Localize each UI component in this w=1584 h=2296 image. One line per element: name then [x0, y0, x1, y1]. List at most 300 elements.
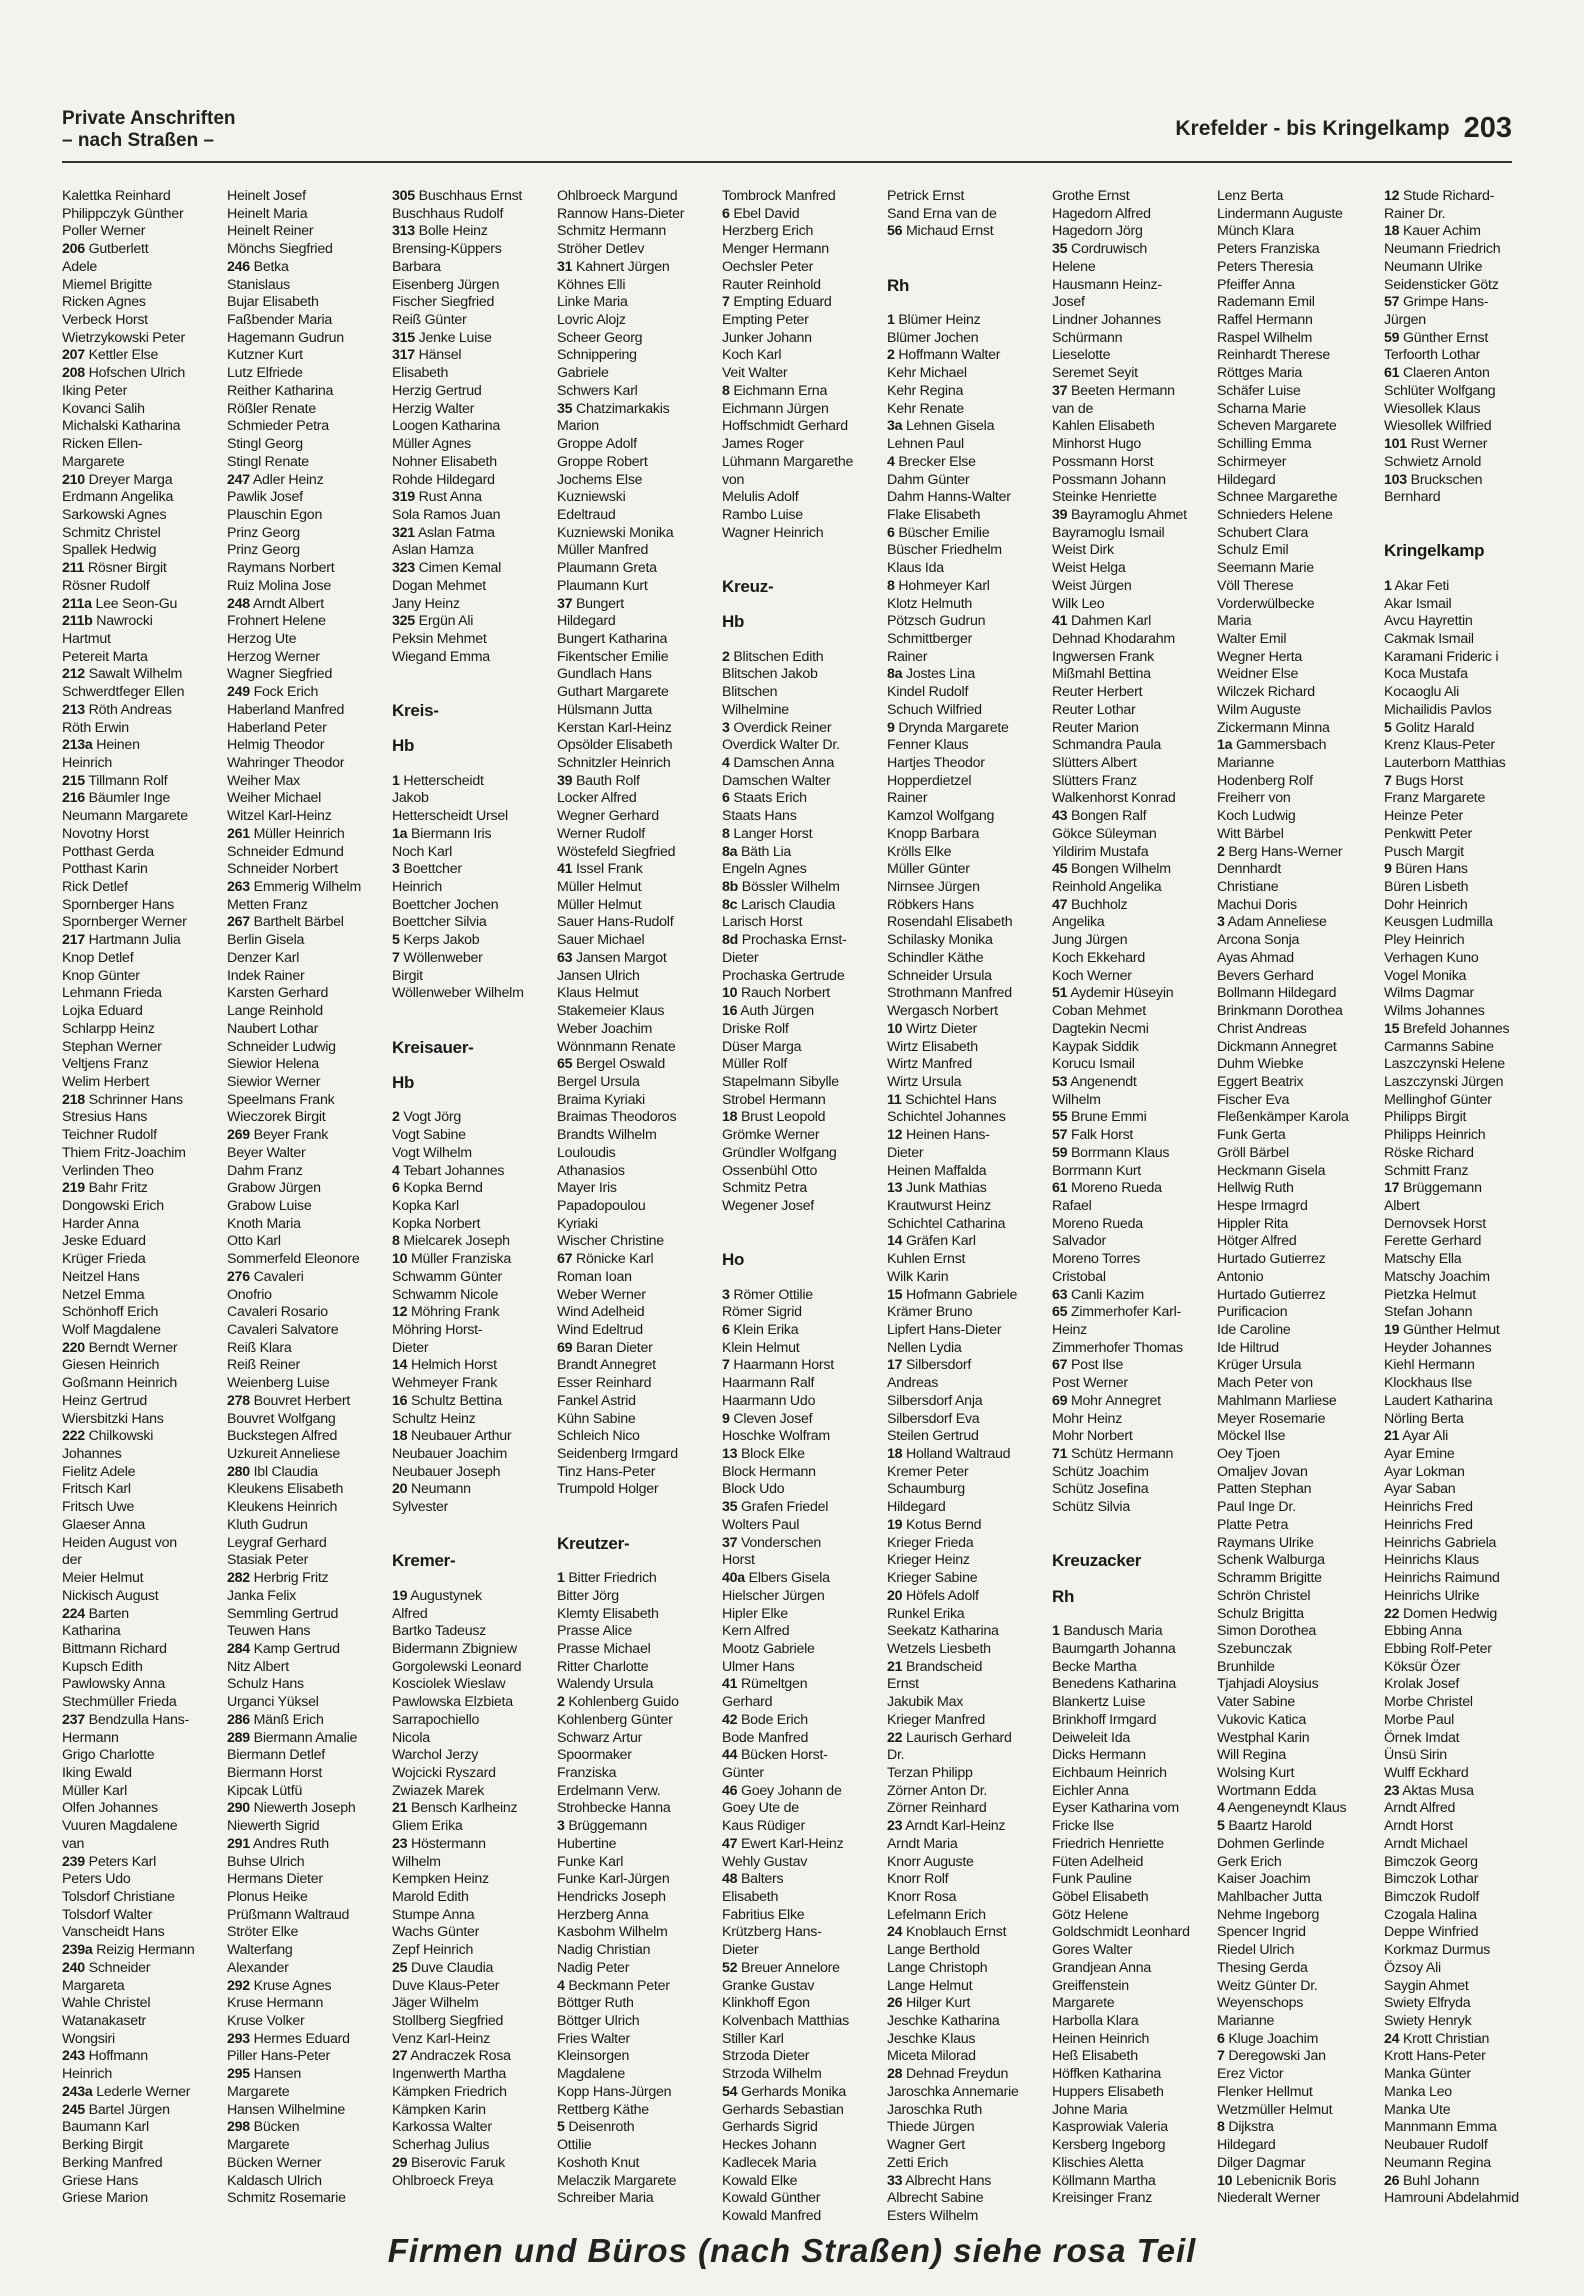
resident-entry: 19 Augustynek [392, 1587, 482, 1604]
resident-entry: Iking Peter [62, 382, 128, 399]
resident-entry: Thesing Gerda [1217, 1959, 1308, 1976]
resident-entry: Wortmann Edda [1217, 1782, 1317, 1799]
resident-entry: 4 Damschen Anna [722, 755, 835, 771]
resident-entry: Ayas Ahmad [1217, 949, 1294, 966]
resident-entry: Wirtz Elisabeth [887, 1038, 978, 1055]
resident-entry: 17 Brüggemann [1384, 1180, 1482, 1197]
resident-entry: Miceta Milorad [887, 2048, 976, 2065]
resident-entry: Nirnsee Jürgen [887, 879, 980, 896]
resident-entry: 39 Bayramoglu Ahmet [1052, 506, 1187, 523]
resident-entry: Schilling Emma [1217, 436, 1312, 453]
resident-entry: Brandts Wilhelm [557, 1127, 657, 1144]
resident-entry: Urganci Yüksel [227, 1694, 319, 1711]
resident-entry: Krüger Ursula [1217, 1357, 1302, 1374]
resident-entry: Jeschke Klaus [887, 2030, 976, 2047]
resident-entry: Hermans Dieter [227, 1871, 323, 1888]
resident-entry: 65 Zimmerhofer Karl- [1052, 1304, 1182, 1321]
resident-entry: Kamzol Wolfgang [887, 808, 995, 825]
resident-entry: Schilasky Monika [887, 932, 993, 949]
resident-entry: Eichbaum Heinrich [1052, 1764, 1167, 1781]
resident-entry: Korkmaz Durmus [1384, 1942, 1491, 1959]
resident-entry: Köllmann Martha [1052, 2172, 1156, 2189]
resident-entry: Heinrichs Klaus [1384, 1552, 1479, 1569]
resident-entry: Schnieders Helene [1217, 506, 1333, 523]
resident-entry: Spencer Ingrid [1217, 1924, 1306, 1941]
resident-entry: Wegner Herta [1217, 648, 1303, 665]
resident-entry: Hoschke Wolfram [722, 1428, 830, 1445]
resident-entry: Mohr Heinz [1052, 1410, 1123, 1427]
resident-entry: Büren Lisbeth [1384, 879, 1469, 896]
resident-entry: Hoffschmidt Gerhard [722, 418, 848, 435]
resident-entry: Larisch Horst [722, 914, 803, 931]
resident-entry: Reither Katharina [227, 382, 334, 399]
resident-entry: Funke Karl-Jürgen [557, 1871, 670, 1888]
resident-entry: Bimczok Rudolf [1384, 1889, 1480, 1905]
street-heading: Ho [722, 1250, 745, 1270]
resident-entry: Ide Hiltrud [1217, 1339, 1279, 1356]
resident-entry: 48 Balters [722, 1871, 784, 1888]
resident-entry: Hipler Elke [722, 1605, 788, 1622]
resident-entry: Hamrouni Abdelahmid [1384, 2190, 1519, 2207]
resident-entry: Krott Hans-Peter [1384, 2048, 1486, 2065]
resident-entry: Wagner Heinrich [722, 524, 824, 541]
resident-entry: Jochems Else [557, 471, 643, 488]
resident-entry: Elisabeth [392, 365, 449, 382]
resident-entry: Mißmahl Bettina [1052, 666, 1151, 683]
spacer [887, 294, 1047, 312]
resident-entry: 4 Beckmann Peter [557, 1977, 670, 1994]
resident-entry: Kerstan Karl-Heinz [557, 719, 672, 736]
resident-entry: Schmandra Paula [1052, 737, 1162, 754]
resident-entry: Lehnen Paul [887, 436, 964, 453]
resident-entry: Knorr Rosa [887, 1889, 957, 1905]
resident-entry: Meier Helmut [62, 1570, 144, 1587]
resident-entry: 2 Kohlenberg Guido [557, 1694, 679, 1711]
resident-entry: Wahringer Theodor [227, 755, 345, 771]
resident-entry: Kasbohm Wilhelm [557, 1924, 668, 1941]
resident-entry: Margarete [1052, 1995, 1115, 2012]
resident-entry: Schmitz Christel [62, 524, 161, 541]
resident-entry: Blitschen [722, 684, 778, 701]
resident-entry: Zickermann Minna [1217, 719, 1330, 736]
resident-entry: Neubauer Rudolf [1384, 2137, 1488, 2154]
resident-entry: Strzoda Dieter [722, 2048, 810, 2065]
resident-entry: Franz Margarete [1384, 790, 1486, 807]
resident-entry: Klinkhoff Egon [722, 1995, 810, 2012]
resident-entry: Nehme Ingeborg [1217, 1906, 1320, 1923]
resident-entry: Schnippering [557, 347, 637, 364]
resident-entry: 57 Falk Horst [1052, 1127, 1134, 1144]
resident-entry: Weitz Günter Dr. [1217, 1977, 1318, 1994]
resident-entry: 239 Peters Karl [62, 1853, 157, 1870]
resident-entry: Roman Ioan [557, 1268, 632, 1285]
resident-entry: 293 Hermes Eduard [227, 2030, 350, 2047]
resident-entry: Sarrapochiello [392, 1711, 480, 1728]
resident-entry: Haberland Peter [227, 719, 327, 736]
resident-entry: Wilhelm [1052, 1091, 1101, 1108]
resident-entry: Raspel Wilhelm [1217, 329, 1313, 346]
resident-entry: Dieter [722, 1942, 759, 1959]
resident-entry: Wöstefeld Siegfried [557, 843, 676, 860]
resident-entry: 240 Schneider [62, 1959, 151, 1976]
resident-entry: Weidner Else [1217, 666, 1299, 683]
resident-entry: Schnitzler Heinrich [557, 755, 671, 771]
street-heading: Kreuz- [722, 576, 774, 596]
resident-entry: Krölls Elke [887, 843, 952, 860]
resident-entry: Thiede Jürgen [887, 2119, 975, 2136]
resident-entry: 10 Müller Franziska [392, 1251, 512, 1268]
resident-entry: Schrön Christel [1217, 1587, 1311, 1604]
resident-entry: 41 Rümeltgen [722, 1676, 808, 1693]
resident-entry: Wirtz Ursula [887, 1073, 962, 1090]
resident-entry: Kuzniewski Monika [557, 524, 674, 541]
resident-entry: 69 Baran Dieter [557, 1339, 653, 1356]
resident-entry: Schindler Käthe [887, 949, 984, 966]
resident-entry: 59 Günther Ernst [1384, 329, 1489, 346]
resident-entry: Böttger Ruth [557, 1995, 634, 2012]
resident-entry: Schubert Clara [1217, 524, 1309, 541]
resident-entry: 56 Michaud Ernst [887, 223, 994, 240]
resident-entry: Steinke Henriette [1052, 489, 1157, 506]
resident-entry: Stefan Johann [1384, 1304, 1473, 1321]
resident-entry: Stapelmann Sibylle [722, 1073, 839, 1090]
resident-entry: Matschy Ella [1384, 1251, 1462, 1268]
resident-entry: Fischer Siegfried [392, 294, 495, 311]
resident-entry: Günter [722, 1764, 764, 1781]
spacer [392, 666, 552, 684]
resident-entry: Kühn Sabine [557, 1410, 636, 1427]
resident-entry: 217 Hartmann Julia [62, 932, 181, 949]
resident-entry: 8 Hohmeyer Karl [887, 577, 990, 594]
resident-entry: 1a Biermann Iris [392, 825, 492, 842]
resident-entry: Korucu Ismail [1052, 1056, 1135, 1073]
resident-entry: Wilm Auguste [1217, 701, 1301, 718]
resident-entry: Rambo Luise [722, 506, 803, 523]
resident-entry: Granke Gustav [722, 1977, 815, 1994]
resident-entry: Bimczok Lothar [1384, 1871, 1479, 1888]
resident-entry: Wilhelm [392, 1853, 441, 1870]
resident-entry: Stingl Renate [227, 453, 309, 470]
resident-entry: 21 Bensch Karlheinz [392, 1800, 518, 1817]
resident-entry: Knop Detlef [62, 949, 134, 966]
resident-entry: Nitz Albert [227, 1658, 289, 1675]
resident-entry: Schichtel Catharina [887, 1215, 1006, 1232]
resident-entry: Carmanns Sabine [1384, 1038, 1494, 1055]
resident-entry: Müller Helmut [557, 896, 642, 913]
resident-entry: Rößler Renate [227, 400, 317, 417]
resident-entry: Jaroschka Annemarie [887, 2083, 1019, 2100]
resident-entry: Wegner Gerhard [557, 808, 659, 825]
resident-entry: 280 Ibl Claudia [227, 1463, 318, 1480]
resident-entry: Terzan Philipp [887, 1764, 973, 1781]
resident-entry: Lange Reinhold [227, 1003, 323, 1020]
resident-entry: Kindel Rudolf [887, 684, 969, 701]
resident-entry: Reiß Klara [227, 1339, 292, 1356]
resident-entry: Seremet Seyit [1052, 365, 1138, 382]
resident-entry: Janka Felix [227, 1587, 297, 1604]
resident-entry: Röth Erwin [62, 719, 129, 736]
resident-entry: Schneider Ursula [887, 967, 992, 984]
street-heading: Kreis- [392, 700, 439, 720]
resident-entry: Bayramoglu Ismail [1052, 524, 1165, 541]
resident-entry: Pawlowska Elzbieta [392, 1694, 513, 1711]
resident-entry: Rohde Hildegard [392, 471, 495, 488]
resident-entry: 67 Rönicke Karl [557, 1251, 654, 1268]
resident-entry: Heinrich [62, 755, 113, 771]
resident-entry: Ingenwerth Martha [392, 2066, 507, 2083]
resident-entry: Vater Sabine [1217, 1694, 1295, 1711]
resident-entry: 47 Ewert Karl-Heinz [722, 1835, 844, 1852]
resident-entry: Borrmann Kurt [1052, 1162, 1142, 1179]
resident-entry: 8a Jostes Lina [887, 666, 975, 683]
resident-entry: Strobel Hermann [722, 1091, 826, 1108]
resident-entry: Brinkmann Dorothea [1217, 1003, 1343, 1020]
street-heading: Hb [722, 612, 745, 632]
resident-entry: 35 Grafen Friedel [722, 1499, 829, 1516]
page-number: 203 [1463, 112, 1512, 144]
resident-entry: 298 Bücken [227, 2119, 300, 2136]
resident-entry: Haarmann Ralf [722, 1375, 815, 1392]
column-7 [1052, 188, 1212, 2208]
resident-entry: Noch Karl [392, 843, 453, 860]
resident-entry: Heiden August von [62, 1534, 177, 1551]
section-label-line2: – nach Straßen – [62, 130, 215, 151]
resident-entry: Flenker Hellmut [1217, 2083, 1313, 2100]
resident-entry: Fricke Ilse [1052, 1818, 1114, 1835]
resident-entry: Metten Franz [227, 896, 308, 913]
resident-entry: Braima Kyriaki [557, 1091, 645, 1108]
resident-entry: Kersberg Ingeborg [1052, 2137, 1166, 2154]
resident-entry: Ströher Detlev [557, 241, 645, 258]
resident-entry: 12 Heinen Hans- [887, 1127, 990, 1144]
resident-entry: Römer Sigrid [722, 1304, 802, 1321]
resident-entry: Heckmann Gisela [1217, 1162, 1326, 1179]
resident-entry: Göbel Elisabeth [1052, 1889, 1149, 1905]
resident-entry: 8b Bössler Wilhelm [722, 879, 840, 896]
resident-entry: Kehr Michael [887, 365, 967, 382]
resident-entry: Swiety Henryk [1384, 2013, 1472, 2030]
resident-entry: Jeschke Katharina [887, 2013, 1000, 2030]
resident-entry: 35 Cordruwisch [1052, 241, 1148, 258]
resident-entry: Potthast Gerda [62, 843, 154, 860]
resident-entry: Weber Joachim [557, 1020, 653, 1037]
resident-entry: 17 Silbersdorf [887, 1357, 972, 1374]
resident-entry: Jansen Ulrich [557, 967, 640, 984]
resident-entry: Moreno Torres [1052, 1251, 1140, 1268]
resident-entry: Blitschen Jakob [722, 666, 818, 683]
resident-entry: Teichner Rudolf [62, 1127, 157, 1144]
resident-entry: Strohbecke Hanna [557, 1800, 671, 1817]
resident-entry: Groppe Adolf [557, 436, 637, 453]
resident-entry: Heinrichs Raimund [1384, 1570, 1500, 1587]
resident-entry: Guthart Margarete [557, 684, 669, 701]
resident-entry: Koch Ekkehard [1052, 949, 1145, 966]
resident-entry: Gerhards Sebastian [722, 2101, 844, 2118]
resident-entry: Melulis Adolf [722, 489, 799, 506]
resident-entry: Sola Ramos Juan [392, 506, 501, 523]
resident-entry: Patten Stephan [1217, 1481, 1312, 1498]
resident-entry: 289 Biermann Amalie [227, 1729, 358, 1746]
resident-entry: 37 Vonderschen [722, 1534, 822, 1551]
resident-entry: Schultz Heinz [392, 1410, 476, 1427]
resident-entry: Schichtel Johannes [887, 1109, 1006, 1126]
resident-entry: Wolsing Kurt [1217, 1764, 1295, 1781]
resident-entry: Prasse Michael [557, 1640, 651, 1657]
resident-entry: Wehly Gustav [722, 1853, 808, 1870]
resident-entry: Ulmer Hans [722, 1658, 795, 1675]
resident-entry: Schwerdtfeger Ellen [62, 684, 185, 701]
resident-entry: Kopka Norbert [392, 1215, 481, 1232]
resident-entry: Angelika [1052, 914, 1105, 931]
resident-entry: Lipfert Hans-Dieter [887, 1322, 1002, 1338]
resident-entry: Rainer [887, 790, 928, 807]
resident-entry: 325 Ergün Ali [392, 613, 474, 630]
spacer [392, 755, 552, 773]
resident-entry: Hausmann Heinz- [1052, 276, 1162, 293]
resident-entry: Athanasios [557, 1162, 625, 1179]
resident-entry: Hielscher Jürgen [722, 1587, 825, 1604]
resident-entry: 37 Beeten Hermann [1052, 382, 1175, 399]
resident-entry: 323 Cimen Kemal [392, 560, 502, 577]
resident-entry: Funke Karl [557, 1853, 624, 1870]
resident-entry: Olfen Johannes [62, 1800, 158, 1817]
resident-entry: Griese Hans [62, 2172, 139, 2189]
resident-entry: 282 Herbrig Fritz [227, 1570, 329, 1587]
resident-entry: Jakubik Max [887, 1694, 964, 1711]
resident-entry: Reuter Herbert [1052, 684, 1143, 701]
resident-entry: Neubauer Joachim [392, 1446, 508, 1463]
resident-entry: Neitzel Hans [62, 1268, 140, 1285]
resident-entry: Schleich Nico [557, 1428, 640, 1445]
resident-entry: 19 Kotus Bernd [887, 1516, 982, 1533]
resident-entry: Boettcher Silvia [392, 914, 487, 931]
resident-entry: Grabow Luise [227, 1197, 312, 1214]
resident-entry: Arndt Alfred [1384, 1800, 1456, 1817]
resident-entry: Müller Agnes [392, 436, 472, 453]
resident-entry: 42 Bode Erich [722, 1711, 808, 1728]
resident-entry: 218 Schrinner Hans [62, 1091, 183, 1108]
resident-entry: 61 Moreno Rueda [1052, 1180, 1162, 1197]
resident-entry: Bittmann Richard [62, 1640, 167, 1657]
resident-entry: Neumann Margarete [62, 808, 188, 825]
resident-entry: 243a Lederle Werner [62, 2083, 191, 2100]
resident-entry: Schnee Margarethe [1217, 489, 1338, 506]
resident-entry: Marion [557, 418, 599, 435]
resident-entry: Koch Ludwig [1217, 808, 1296, 825]
resident-entry: Schönhoff Erich [62, 1304, 159, 1321]
resident-entry: Wachs Günter [392, 1924, 480, 1941]
resident-entry: Hagedorn Jörg [1052, 223, 1143, 240]
resident-entry: Brunhilde [1217, 1658, 1275, 1675]
resident-entry: Lieselotte [1052, 347, 1111, 364]
resident-entry: Kleukens Elisabeth [227, 1481, 344, 1498]
resident-entry: 276 Cavaleri [227, 1268, 304, 1285]
resident-entry: Prasse Alice [557, 1623, 633, 1640]
resident-entry: Kaus Rüdiger [722, 1818, 805, 1835]
resident-entry: Morbe Paul [1384, 1711, 1455, 1728]
resident-entry: Erdmann Angelika [62, 489, 174, 506]
resident-entry: Gores Walter [1052, 1942, 1133, 1959]
spacer [392, 1056, 552, 1074]
resident-entry: Dicks Hermann [1052, 1747, 1146, 1764]
resident-entry: Gorgolewski Leonard [392, 1658, 522, 1675]
resident-entry: Schmittberger [887, 630, 973, 647]
spacer [557, 1499, 717, 1517]
resident-entry: Denzer Karl [227, 949, 300, 966]
resident-entry: Dickmann Annegret [1217, 1038, 1337, 1055]
resident-entry: Louloudis [557, 1144, 616, 1161]
resident-entry: 22 Domen Hedwig [1384, 1605, 1497, 1622]
spacer [1052, 1606, 1212, 1624]
resident-entry: Hellwig Ruth [1217, 1180, 1294, 1197]
resident-entry: Biermann Detlef [227, 1747, 325, 1764]
resident-entry: 19 Günther Helmut [1384, 1322, 1500, 1338]
resident-entry: Mohr Norbert [1052, 1428, 1133, 1445]
resident-entry: Ricken Agnes [62, 294, 146, 311]
resident-entry: Spallek Hedwig [62, 542, 157, 559]
resident-entry: 1a Gammersbach [1217, 737, 1327, 754]
resident-entry: Plaumann Greta [557, 560, 657, 577]
resident-entry: Staats Hans [722, 808, 797, 825]
resident-entry: Kiehl Hermann [1384, 1357, 1475, 1374]
resident-entry: Cavaleri Rosario [227, 1304, 328, 1321]
resident-entry: Lenz Berta [1217, 188, 1284, 204]
street-heading: Rh [887, 275, 910, 295]
resident-entry: Mootz Gabriele [722, 1640, 815, 1657]
resident-entry: 8c Larisch Claudia [722, 896, 836, 913]
street-range: Krefelder - bis Kringelkamp [1175, 117, 1450, 140]
resident-entry: 12 Möhring Frank [392, 1304, 500, 1321]
resident-entry: 305 Buschhaus Ernst [392, 188, 523, 204]
resident-entry: 18 Holland Waltraud [887, 1446, 1011, 1463]
resident-entry: Antonio [1217, 1268, 1264, 1285]
resident-entry: Glaeser Anna [62, 1516, 145, 1533]
resident-entry: Zörner Reinhard [887, 1800, 987, 1817]
resident-entry: Kovanci Salih [62, 400, 145, 417]
resident-entry: 8 Eichmann Erna [722, 382, 828, 399]
resident-entry: Heß Elisabeth [1052, 2048, 1138, 2065]
resident-entry: Bidermann Zbigniew [392, 1640, 517, 1657]
resident-entry: Kasprowiak Valeria [1052, 2119, 1168, 2136]
resident-entry: Maria [1217, 613, 1252, 630]
resident-entry: 284 Kamp Gertrud [227, 1640, 340, 1657]
resident-entry: Heinen Heinrich [1052, 2030, 1150, 2047]
resident-entry: 278 Bouvret Herbert [227, 1392, 351, 1409]
resident-entry: Rettberg Käthe [557, 2101, 649, 2118]
resident-entry: Empting Peter [722, 312, 809, 329]
resident-entry: Witt Bärbel [1217, 825, 1284, 842]
resident-entry: Schwamm Günter [392, 1268, 503, 1285]
resident-entry: Bungert Katharina [557, 630, 668, 647]
resident-entry: Örnek Imdat [1384, 1729, 1460, 1746]
resident-entry: 21 Ayar Ali [1384, 1428, 1449, 1445]
resident-entry: Zimmerhofer Thomas [1052, 1339, 1183, 1356]
resident-entry: Reinhold Angelika [1052, 879, 1162, 896]
resident-entry: Nörling Berta [1384, 1410, 1464, 1427]
resident-entry: Dilger Dagmar [1217, 2154, 1306, 2171]
resident-entry: Adele [62, 258, 98, 275]
resident-entry: Wergasch Norbert [887, 1003, 998, 1020]
resident-entry: Michalski Katharina [62, 418, 181, 435]
resident-entry: Schmitz Rosemarie [227, 2190, 346, 2207]
resident-entry: Wagner Siegfried [227, 666, 333, 683]
resident-entry: Elisabeth [722, 1889, 779, 1905]
resident-entry: Schwietz Arnold [1384, 453, 1482, 470]
resident-entry: Hendricks Joseph [557, 1889, 666, 1905]
resident-entry: Moreno Rueda [1052, 1215, 1143, 1232]
resident-entry: Köksür Özer [1384, 1658, 1461, 1675]
resident-entry: Weist Dirk [1052, 542, 1114, 559]
